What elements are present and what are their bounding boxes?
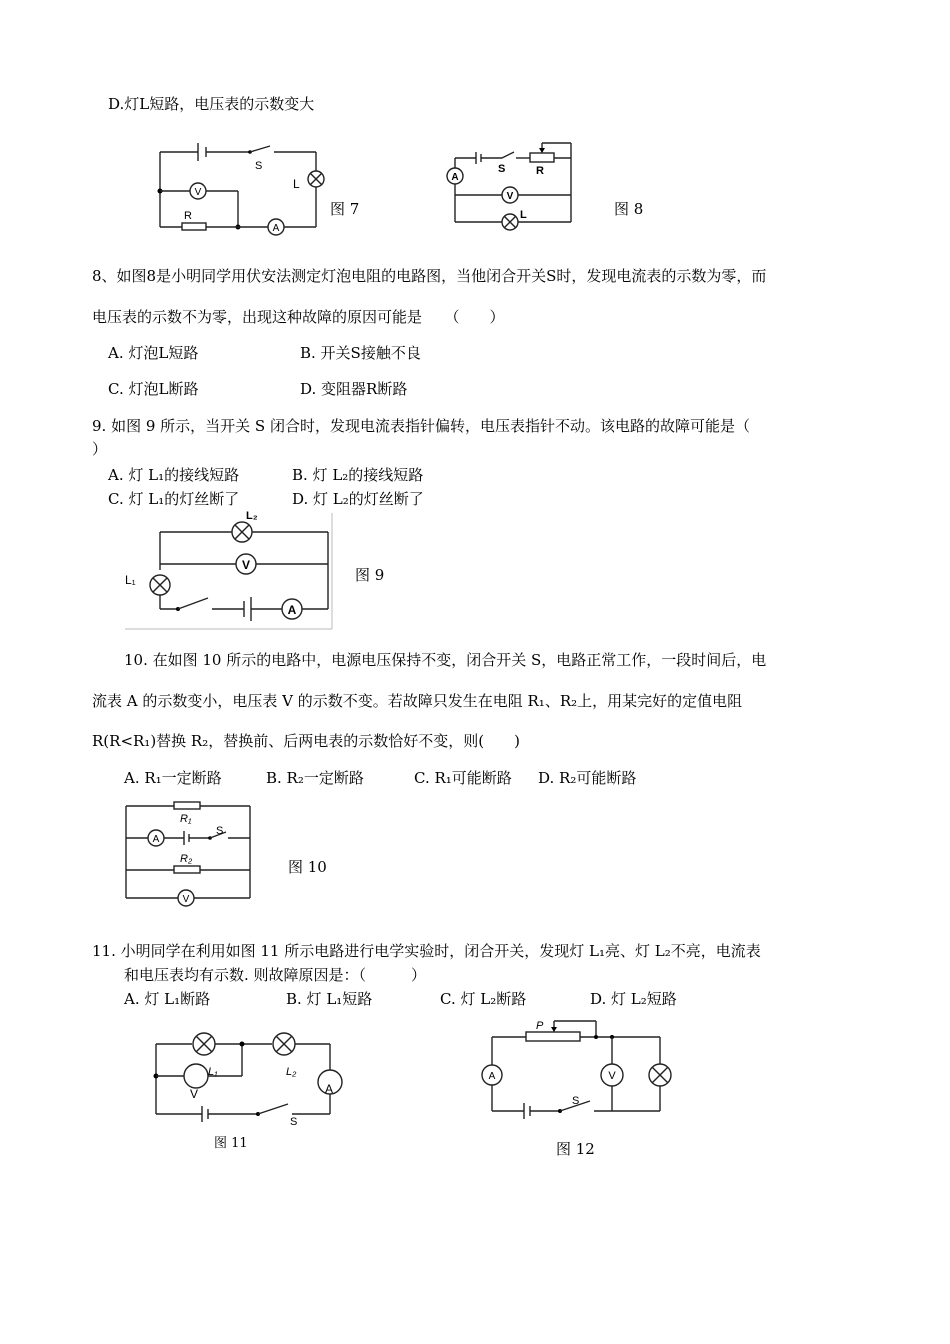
fig7-caption: 图 7 xyxy=(330,200,360,218)
q9-line2: ） xyxy=(92,440,108,458)
q8-option-b: B. 开关S接触不良 xyxy=(300,344,421,362)
label-a: A xyxy=(325,1082,334,1096)
fig11-caption: 图 11 xyxy=(214,1136,248,1151)
voltmeter-icon xyxy=(184,1064,208,1088)
q11-option-d: D. 灯 L₂短路 xyxy=(590,990,677,1008)
q10-line1: 10. 在如图 10 所示的电路中，电源电压保持不变，闭合开关 S，电路正常工作，一段时间后，电 xyxy=(124,651,767,669)
q8-line1: 8、如图8是小明同学用伏安法测定灯泡电阻的电路图，当他闭合开关S时，发现电流表的示数为零，而 xyxy=(92,267,767,285)
q9-option-b: B. 灯 L₂的接线短路 xyxy=(292,466,424,484)
q10-option-a: A. R₁一定断路 xyxy=(124,769,222,787)
label-l2: L₂ xyxy=(286,1066,297,1078)
figure-10-circuit xyxy=(120,798,260,916)
fig12-caption: 图 12 xyxy=(556,1140,595,1158)
label-s: S xyxy=(572,1095,580,1107)
rheostat-r xyxy=(530,153,554,162)
label-l: L xyxy=(293,177,300,191)
label-l: L xyxy=(520,209,527,221)
label-r: R xyxy=(184,210,192,222)
label-l1: L₁ xyxy=(125,573,136,587)
svg-text:A: A xyxy=(488,1071,496,1082)
q9-option-a: A. 灯 L₁的接线短路 xyxy=(108,466,240,484)
svg-text:A: A xyxy=(272,223,280,234)
fig10-caption: 图 10 xyxy=(288,858,327,876)
q9-option-d: D. 灯 L₂的灯丝断了 xyxy=(292,490,424,508)
q11-option-c: C. 灯 L₂断路 xyxy=(440,990,527,1008)
label-s: S xyxy=(216,825,224,837)
q8-option-c: C. 灯泡L断路 xyxy=(108,380,199,398)
q11-option-a: A. 灯 L₁断路 xyxy=(124,990,211,1008)
svg-text:V: V xyxy=(506,191,514,202)
rheostat-p xyxy=(526,1032,580,1041)
label-l1: L₁ xyxy=(208,1066,218,1078)
svg-text:A: A xyxy=(152,834,160,845)
svg-text:V: V xyxy=(194,187,202,198)
q7-option-d: D.灯L短路，电压表的示数变大 xyxy=(108,95,315,113)
figure-9-circuit xyxy=(120,508,340,633)
resistor-r xyxy=(182,223,206,230)
q11-line1: 11. 小明同学在利用如图 11 所示电路进行电学实验时，闭合开关，发现灯 L₁亮、灯 L₂不亮，电流表 xyxy=(92,942,761,960)
q10-option-c: C. R₁可能断路 xyxy=(414,769,512,787)
resistor-r2 xyxy=(174,866,200,873)
fig8-caption: 图 8 xyxy=(614,200,644,218)
svg-text:V: V xyxy=(241,558,251,572)
label-p: P xyxy=(536,1020,544,1032)
fig9-caption: 图 9 xyxy=(355,566,385,584)
q10-line3: R(R<R₁)替换 R₂，替换前、后两电表的示数恰好不变，则( ) xyxy=(92,732,520,750)
switch-blade xyxy=(250,146,270,152)
figure-7-circuit xyxy=(150,135,330,245)
label-v: V xyxy=(190,1087,199,1101)
resistor-r1 xyxy=(174,802,200,809)
label-s: S xyxy=(498,163,506,175)
q11-option-b: B. 灯 L₁短路 xyxy=(286,990,373,1008)
q10-option-d: D. R₂可能断路 xyxy=(538,769,637,787)
label-r2: R₂ xyxy=(180,853,193,865)
q10-line2: 流表 A 的示数变小，电压表 V 的示数不变。若故障只发生在电阻 R₁、R₂上，用某完好的定值电阻 xyxy=(92,692,743,710)
svg-text:A: A xyxy=(451,172,459,183)
label-r1: R₁ xyxy=(180,813,192,825)
q9-option-c: C. 灯 L₁的灯丝断了 xyxy=(108,490,240,508)
q11-line2: 和电压表均有示数. 则故障原因是：（ ） xyxy=(124,966,427,984)
q9-line1: 9. 如图 9 所示，当开关 S 闭合时，发现电流表指针偏转，电压表指针不动。该电路的故障可能是（ xyxy=(92,417,750,435)
q10-option-b: B. R₂一定断路 xyxy=(266,769,364,787)
svg-text:V: V xyxy=(182,894,190,905)
q8-line2: 电压表的示数不为零，出现这种故障的原因可能是 （ ） xyxy=(92,308,505,326)
label-r: R xyxy=(536,165,544,177)
svg-text:A: A xyxy=(287,603,297,617)
figure-12-circuit xyxy=(478,1015,678,1121)
svg-text:V: V xyxy=(608,1070,616,1082)
figure-8-circuit xyxy=(440,138,580,238)
label-l2: L₂ xyxy=(246,510,258,522)
label-s: S xyxy=(290,1116,298,1128)
q8-option-d: D. 变阻器R断路 xyxy=(300,380,408,398)
figure-11-circuit xyxy=(150,1030,350,1130)
q8-option-a: A. 灯泡L短路 xyxy=(108,344,199,362)
label-s: S xyxy=(255,160,263,172)
